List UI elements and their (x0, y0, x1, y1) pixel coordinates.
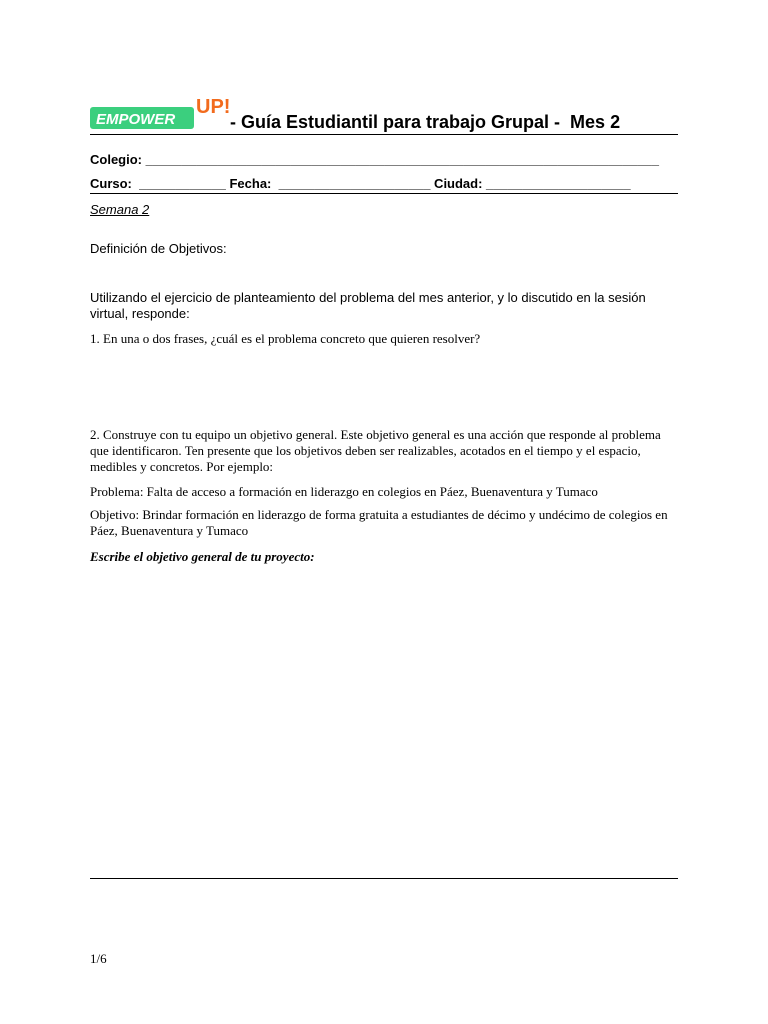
document-title: - Guía Estudiantil para trabajo Grupal - Mes 2 (230, 112, 621, 132)
example-objective: Objetivo: Brindar formación en liderazgo de forma gratuita a estudiantes de décimo y undécimo de colegios en Páez, Buenaventura y Tumaco (90, 507, 668, 538)
question-1: 1. En una o dos frases, ¿cuál es el problema concreto que quieren resolver? (90, 331, 481, 346)
intro-paragraph: Utilizando el ejercicio de planteamiento del problema del mes anterior, y lo discutido en la sesión virtual, responde: (90, 290, 646, 321)
title-divider (90, 134, 678, 135)
fields-divider (90, 193, 678, 194)
section-heading: Definición de Objetivos: (90, 241, 227, 256)
example-problem: Problema: Falta de acceso a formación en liderazgo en colegios en Páez, Buenaventura y Tumaco (90, 484, 598, 499)
answer-line (90, 878, 678, 879)
empowerup-logo (90, 95, 230, 135)
curso-fecha-ciudad-field: Curso: ____________ Fecha: _____________________ Ciudad: ____________________ (90, 176, 631, 191)
week-label: Semana 2 (90, 202, 150, 217)
logo-word: EMPOWER (96, 111, 176, 128)
logo-up: UP! (196, 96, 230, 118)
question-2: 2. Construye con tu equipo un objetivo general. Este objetivo general es una acción que responde al problema que identificaron. Ten presente que los objetivos deben ser realizables, acotados en el tiempo y el espacio, medibles y concretos. Por ejemplo: (90, 427, 661, 474)
page-number: 1/6 (90, 951, 107, 966)
colegio-field: Colegio: _______________________________________________________________________ (90, 152, 659, 167)
objective-prompt: Escribe el objetivo general de tu proyecto: (90, 549, 315, 564)
